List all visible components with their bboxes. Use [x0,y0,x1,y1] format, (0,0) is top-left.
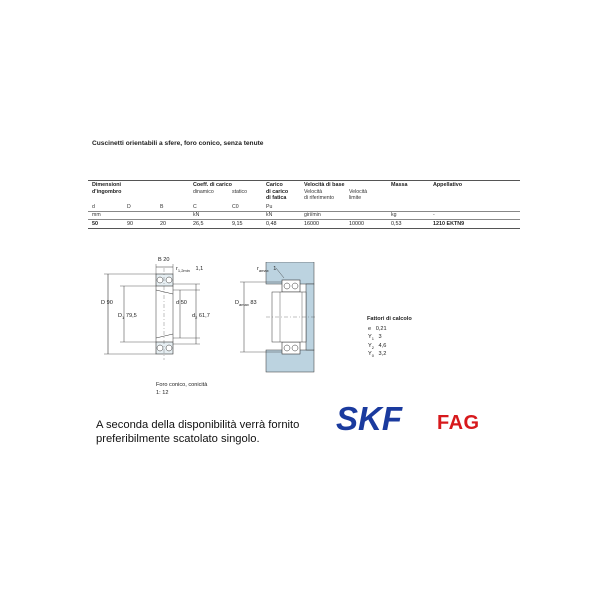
sym-Pu: Pu [266,204,273,210]
factors-title: Fattori di calcolo [367,316,412,322]
label-foro-line1: Foro conico, conicità [156,382,208,388]
table-bottom-rule [88,228,520,229]
label-ramax [257,266,276,273]
availability-note-line2: preferibilmente scatolato singolo. [96,433,260,445]
header-vel-lim-line1: Velocità [349,189,368,195]
label-d-val: 50 [180,300,187,306]
label-B-val: 20 [163,257,170,263]
label-D1-sym: D [118,313,123,319]
unit-kN: kN [193,212,200,218]
header-vel-rif [304,189,334,202]
header-vel-rif-line1: Velocità [304,189,323,195]
table-units-rule [88,219,520,220]
document-title: Cuscinetti orientabili a sfere, foro conico, senza tenute [92,140,264,147]
sym-C: C [193,204,197,210]
label-d [176,300,187,306]
header-carico [266,182,288,202]
header-dimensioni-line2: d'ingombro [92,188,122,195]
header-vel-lim-line2: limite [349,195,362,202]
label-d-sym: d [176,300,180,306]
label-ramax-sym: r [257,266,259,272]
label-ramax-sub: amax [258,268,269,274]
header-dinamico: dinamico [193,189,214,195]
unit-dash: - [433,212,435,218]
factor-Y0-val: 3,2 [378,351,387,357]
factor-Y1 [368,334,382,341]
factor-Y0-sub: 0 [371,353,374,359]
factor-Y1-sym: Y [368,334,372,340]
label-r12 [176,266,203,273]
header-vel-rif-line2: di riferimento [304,195,334,202]
cell-vlim: 10000 [349,221,364,227]
factor-Y2 [368,343,386,350]
label-D [101,300,113,306]
skf-logo-text: SKF [336,404,402,434]
label-D1-val: 79,5 [125,313,137,319]
label-r12-sym: r [176,266,178,272]
unit-mm: mm [92,212,101,218]
label-foro-line2: 1: 12 [156,390,169,396]
header-dimensioni [92,182,121,195]
header-carico-line1: Carico [266,182,283,188]
header-carico-line2: di carico [266,188,289,195]
cell-C: 26,5 [193,221,204,227]
cell-vref: 16000 [304,221,319,227]
header-carico-line3: di fatica [266,195,287,202]
cell-massa: 0,53 [391,221,402,227]
factor-Y0 [368,351,386,358]
fag-logo: FAG [437,412,480,434]
factor-Y2-sym: Y [368,343,372,349]
label-ramax-val: 1 [273,266,277,272]
header-dimensioni-line1: Dimensioni [92,182,122,188]
label-D1-sub: 1 [122,315,125,321]
cell-D: 90 [127,221,133,227]
label-d2-sub: 2 [195,315,198,321]
header-velocita: Velocità di base [304,182,345,188]
label-D-val: 90 [106,300,113,306]
unit-kN2: kN [266,212,273,218]
availability-note [96,418,299,446]
label-D1 [118,313,137,320]
cell-appellativo: 1210 EKTN9 [433,221,465,227]
label-Dbmax-sub: amax [239,302,249,308]
bearing-mounting-drawing [236,262,320,374]
sym-B: B [160,204,164,210]
unit-kg: kg [391,212,397,218]
factor-Y2-sub: 2 [371,345,374,351]
header-statico: statico [232,189,247,195]
factor-e-val: 0,21 [375,326,387,332]
cell-C0: 9,15 [232,221,243,227]
cell-d: 50 [92,221,98,227]
header-massa: Massa [391,182,408,188]
label-d2 [192,313,210,320]
cell-Pu: 0,48 [266,221,277,227]
factor-Y2-val: 4,6 [378,343,387,349]
availability-note-line1: A seconda della disponibilità verrà fornito [96,419,300,431]
skf-logo [336,404,434,434]
factor-e-sym: e [368,326,372,332]
label-foro-conico [156,381,207,397]
sym-d: d [92,204,95,210]
table-top-rule [88,180,520,181]
label-Dbmax [235,300,257,307]
label-Dbmax-sym: D [235,300,240,306]
label-r12-sub: 1,2min [177,268,190,274]
header-coeff: Coeff. di carico [193,182,232,188]
cell-B: 20 [160,221,166,227]
sym-D: D [127,204,131,210]
factor-Y1-sub: 1 [371,336,374,342]
label-r12-val: 1,1 [195,266,204,272]
label-Dbmax-val: 83 [250,300,257,306]
label-B-sym: B [158,257,162,263]
factor-Y1-val: 3 [378,334,382,340]
factor-e [368,326,387,332]
sym-C0: C0 [232,204,239,210]
label-d2-val: 61,7 [198,313,210,319]
header-vel-lim [349,189,367,202]
label-B [158,257,170,263]
unit-girimin: giri/min [304,212,321,218]
label-d2-sym: d [192,313,196,319]
header-appellativo: Appellativo [433,182,463,188]
label-D-sym: D [101,300,106,306]
factor-Y0-sym: Y [368,351,372,357]
